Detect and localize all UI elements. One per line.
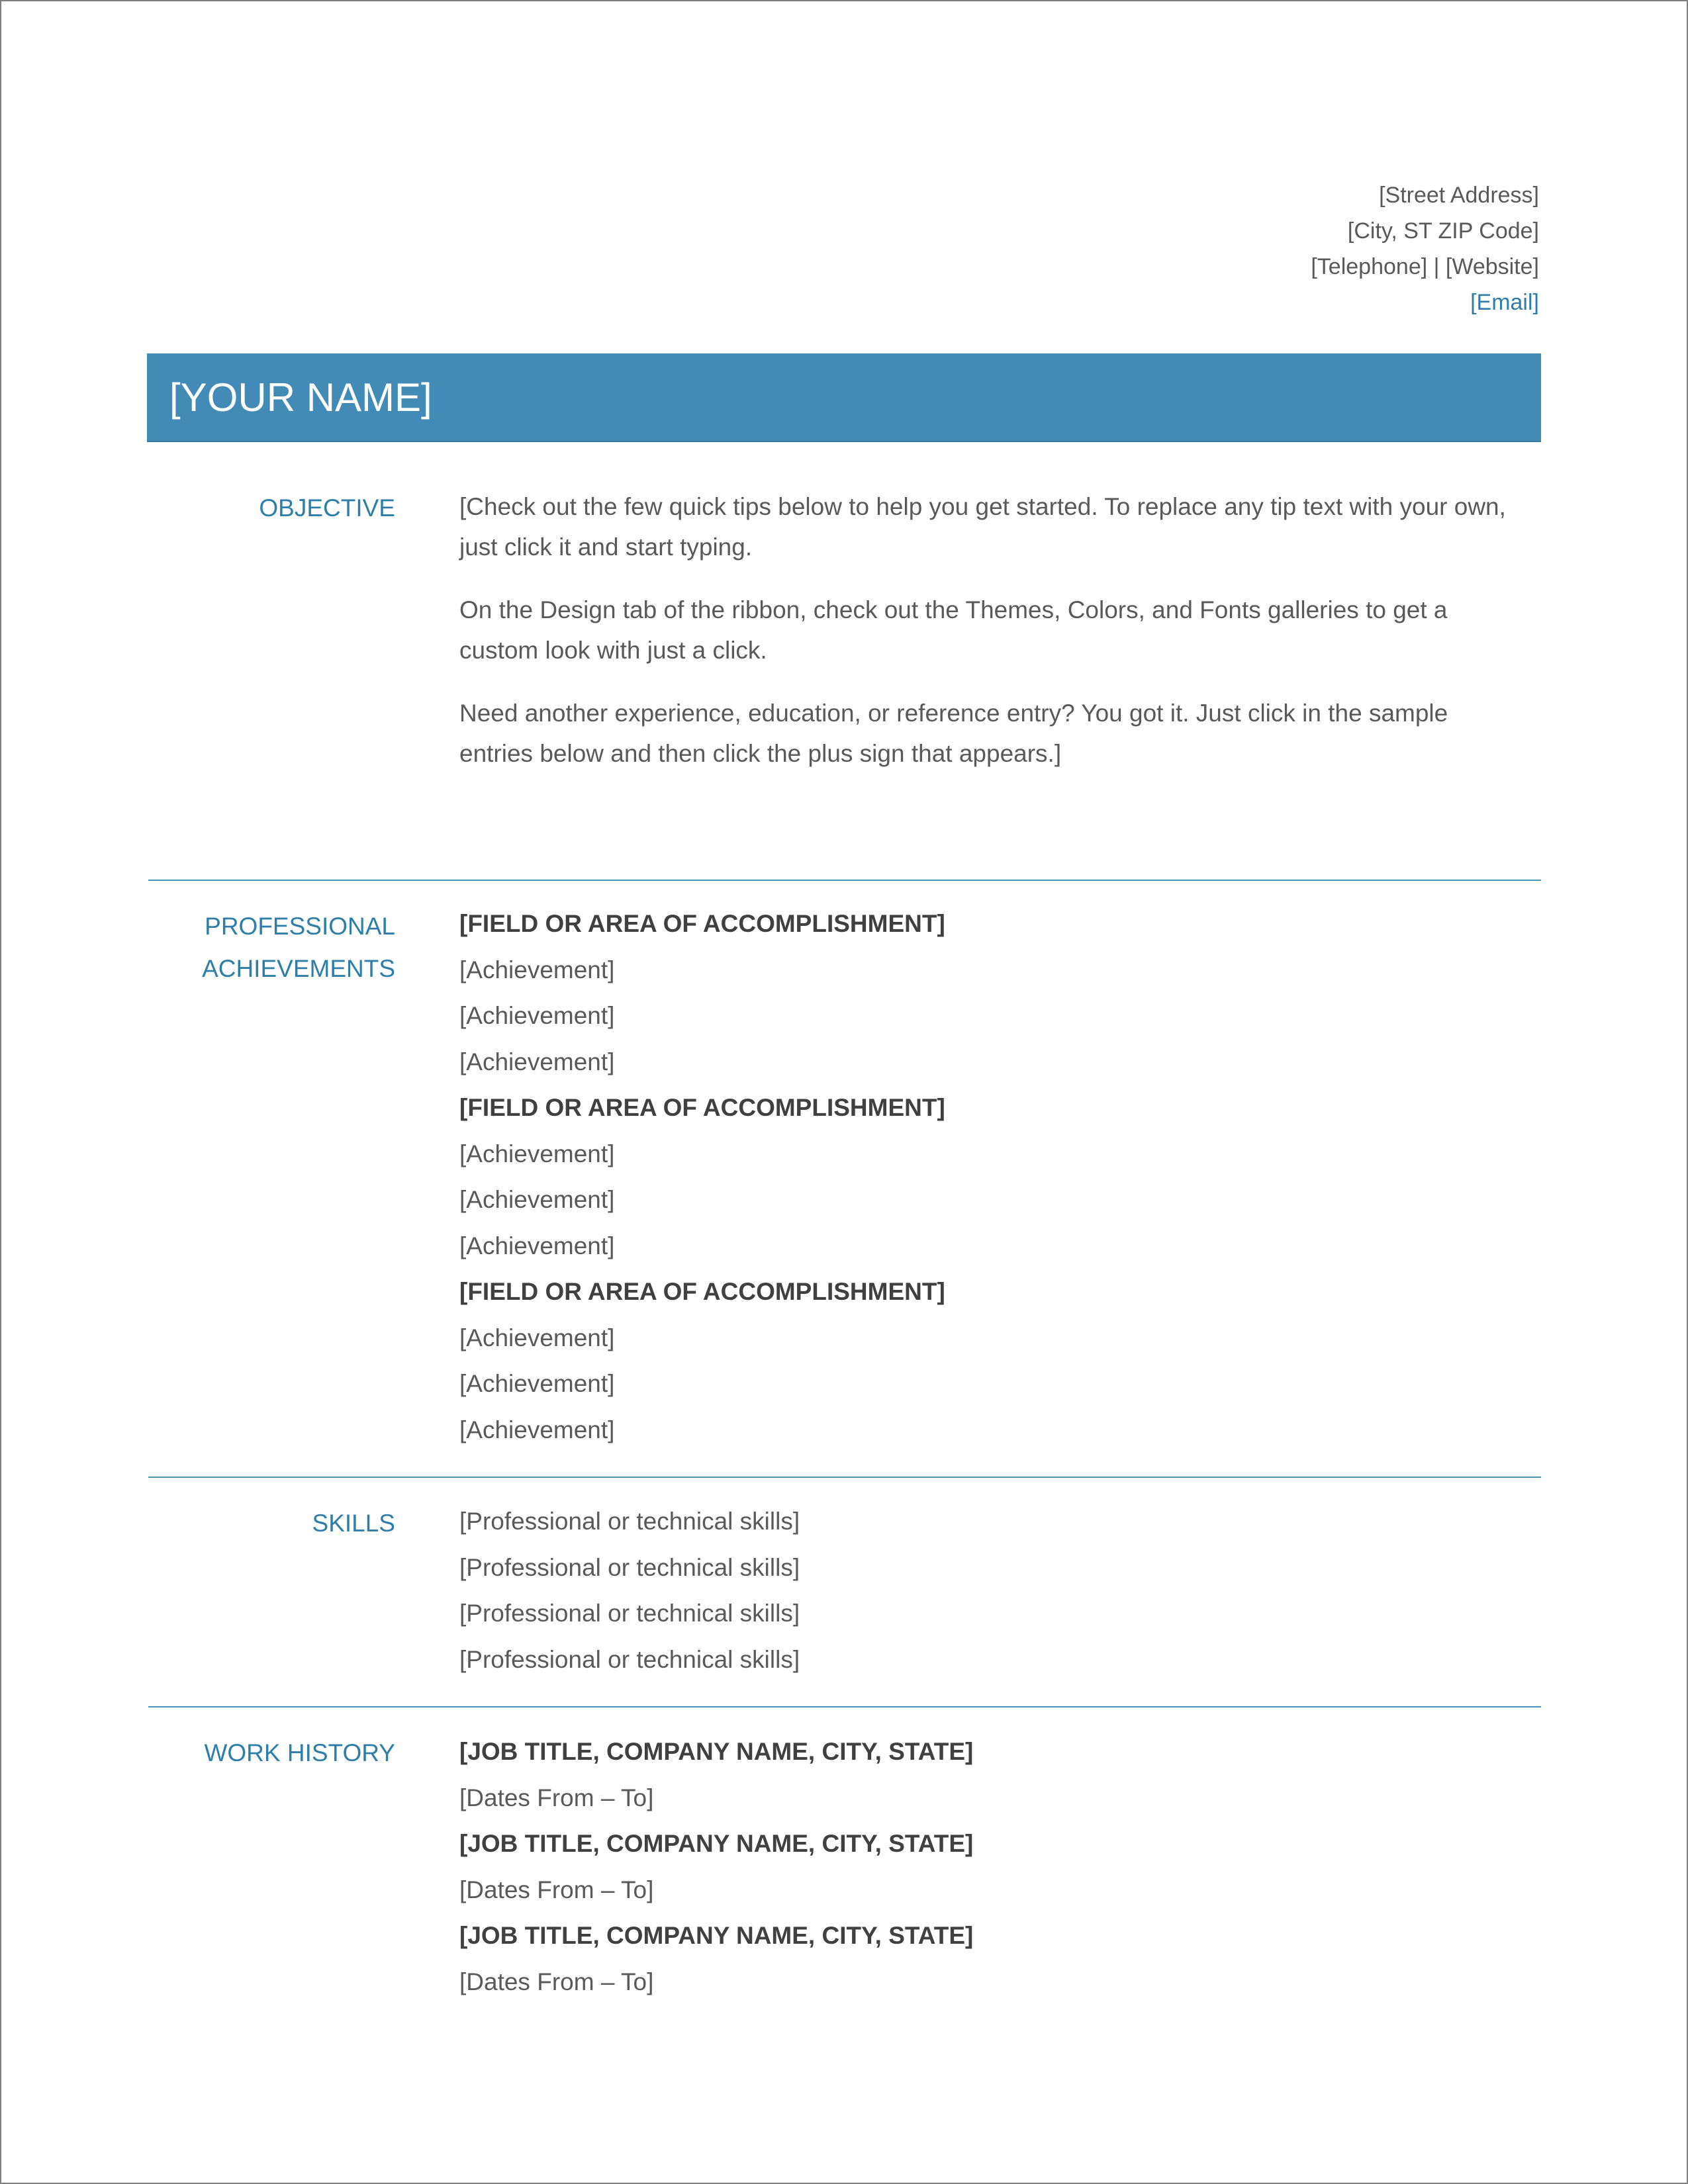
- telephone-website[interactable]: [Telephone] | [Website]: [1311, 254, 1539, 279]
- job-title[interactable]: [JOB TITLE, COMPANY NAME, CITY, STATE]: [459, 1830, 974, 1857]
- achievement-item[interactable]: [Achievement]: [459, 1232, 615, 1259]
- job-dates[interactable]: [Dates From – To]: [459, 1876, 654, 1903]
- section-divider: [148, 1706, 1541, 1707]
- section-divider: [148, 880, 1541, 881]
- skill-item[interactable]: [Professional or technical skills]: [459, 1645, 800, 1673]
- accomplishment-field[interactable]: [FIELD OR AREA OF ACCOMPLISHMENT]: [459, 910, 945, 937]
- job-title[interactable]: [JOB TITLE, COMPANY NAME, CITY, STATE]: [459, 1738, 974, 1765]
- objective-paragraph[interactable]: [Check out the few quick tips below to help you get started. To replace any tip text with your own, just click it and start typing.: [459, 493, 1506, 561]
- job-title[interactable]: [JOB TITLE, COMPANY NAME, CITY, STATE]: [459, 1922, 974, 1949]
- achievements-label-line: ACHIEVEMENTS: [202, 955, 395, 982]
- achievement-item[interactable]: [Achievement]: [459, 1140, 615, 1167]
- objective-paragraph[interactable]: Need another experience, education, or reference entry? You got it. Just click in the sample entries below and then click the plus sign that appears.]: [459, 700, 1448, 767]
- accomplishment-field[interactable]: [FIELD OR AREA OF ACCOMPLISHMENT]: [459, 1094, 945, 1121]
- skill-item[interactable]: [Professional or technical skills]: [459, 1600, 800, 1627]
- achievement-item[interactable]: [Achievement]: [459, 1048, 615, 1075]
- city-state-zip[interactable]: [City, ST ZIP Code]: [1347, 218, 1539, 244]
- achievement-item[interactable]: [Achievement]: [459, 1186, 615, 1213]
- job-dates[interactable]: [Dates From – To]: [459, 1968, 654, 1995]
- objective-label: OBJECTIVE: [259, 494, 395, 522]
- achievements-label: [147, 905, 395, 990]
- work-history-label: WORK HISTORY: [204, 1739, 395, 1766]
- skill-item[interactable]: [Professional or technical skills]: [459, 1553, 800, 1581]
- objective-paragraph[interactable]: On the Design tab of the ribbon, check out the Themes, Colors, and Fonts galleries to get a custom look with just a click.: [459, 596, 1448, 664]
- achievements-label-line: PROFESSIONAL: [205, 913, 395, 940]
- job-dates[interactable]: [Dates From – To]: [459, 1784, 654, 1811]
- achievement-item[interactable]: [Achievement]: [459, 1370, 615, 1397]
- name-banner: [147, 353, 1541, 442]
- work-history-content: [459, 1729, 1519, 2005]
- achievement-item[interactable]: [Achievement]: [459, 956, 615, 983]
- achievement-item[interactable]: [Achievement]: [459, 1002, 615, 1029]
- section-divider: [148, 1477, 1541, 1478]
- accomplishment-field[interactable]: [FIELD OR AREA OF ACCOMPLISHMENT]: [459, 1278, 945, 1305]
- street-address[interactable]: [Street Address]: [1379, 183, 1539, 208]
- email[interactable]: [Email]: [1470, 290, 1539, 315]
- skills-label: SKILLS: [312, 1510, 395, 1537]
- achievement-item[interactable]: [Achievement]: [459, 1324, 615, 1351]
- objective-content: [459, 486, 1519, 796]
- skills-content: [459, 1498, 1519, 1682]
- skill-item[interactable]: [Professional or technical skills]: [459, 1508, 800, 1535]
- your-name[interactable]: [YOUR NAME]: [169, 375, 432, 420]
- achievements-content: [459, 901, 1519, 1453]
- contact-block: [1311, 177, 1539, 320]
- achievement-item[interactable]: [Achievement]: [459, 1416, 615, 1443]
